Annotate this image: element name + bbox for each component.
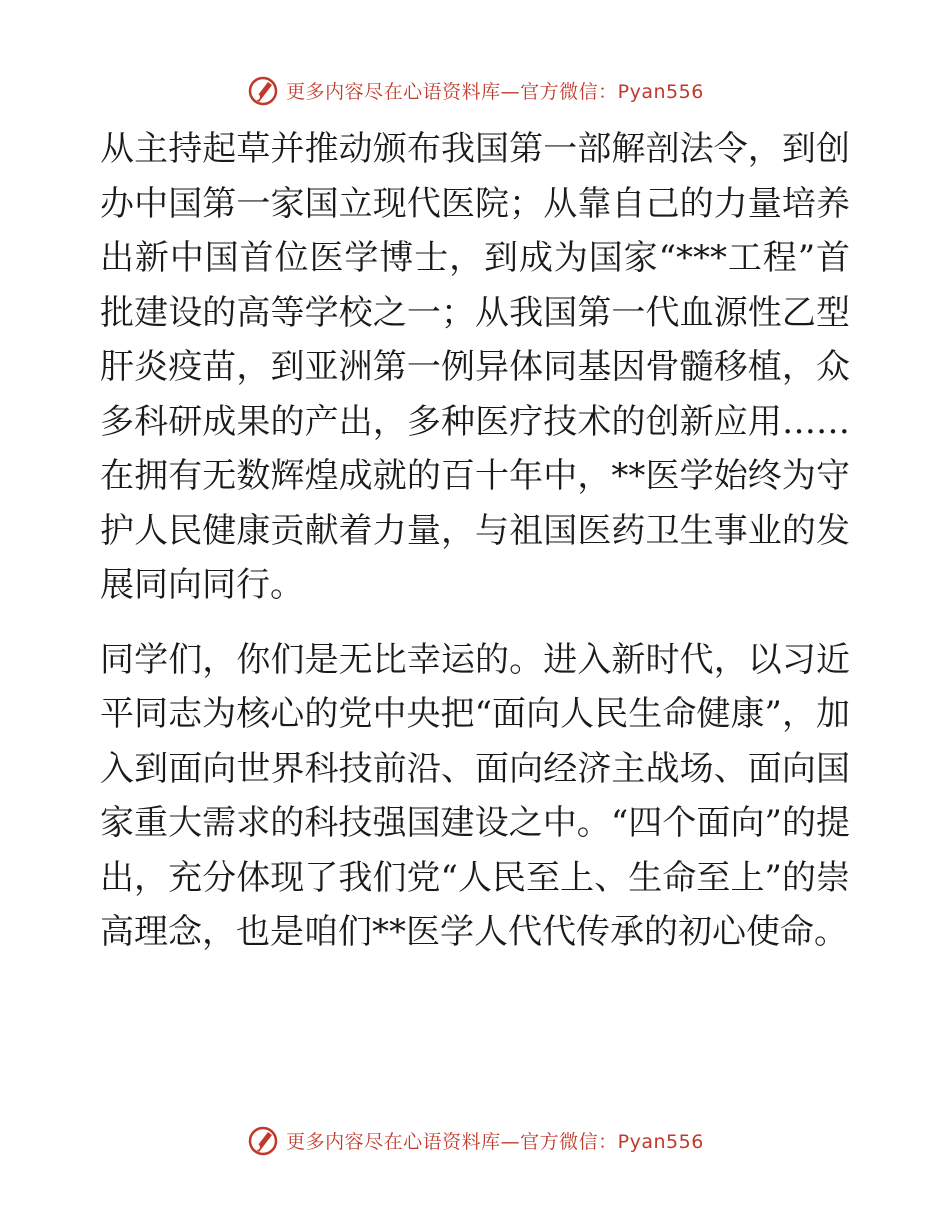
pen-logo-icon bbox=[246, 73, 280, 107]
watermark-text: 更多内容尽在心语资料库—官方微信：Pyan556 bbox=[286, 1130, 704, 1153]
footer-watermark-banner bbox=[0, 1120, 950, 1160]
paragraph-1: 从主持起草并推动颁布我国第一部解剖法令，到创办中国第一家国立现代医院；从靠自己的力量培养出新中国首位医学博士，到成为国家“***工程”首批建设的高等学校之一；从我国第一代血源性乙型肝炎疫苗，到亚洲第一例异体同基因骨髓移植，众多科研成果的产出，多种医疗技术的创新应用……在拥有无数辉煌成就的百十年中，**医学始终为守护人民健康贡献着力量，与祖国医药卫生事业的发展同向同行。 bbox=[100, 129, 850, 605]
watermark-text: 更多内容尽在心语资料库—官方微信：Pyan556 bbox=[286, 80, 704, 103]
header-watermark-banner bbox=[0, 70, 950, 110]
document-body bbox=[100, 122, 850, 960]
paragraph-2: 同学们，你们是无比幸运的。进入新时代，以习近平同志为核心的党中央把“面向人民生命健康”，加入到面向世界科技前沿、面向经济主战场、面向国家重大需求的科技强国建设之中。“四个面向”的提出，充分体现了我们党“人民至上、生命至上”的崇高理念，也是咱们**医学人代代传承的初心使命。 bbox=[100, 639, 850, 952]
pen-logo-icon bbox=[246, 1123, 280, 1157]
